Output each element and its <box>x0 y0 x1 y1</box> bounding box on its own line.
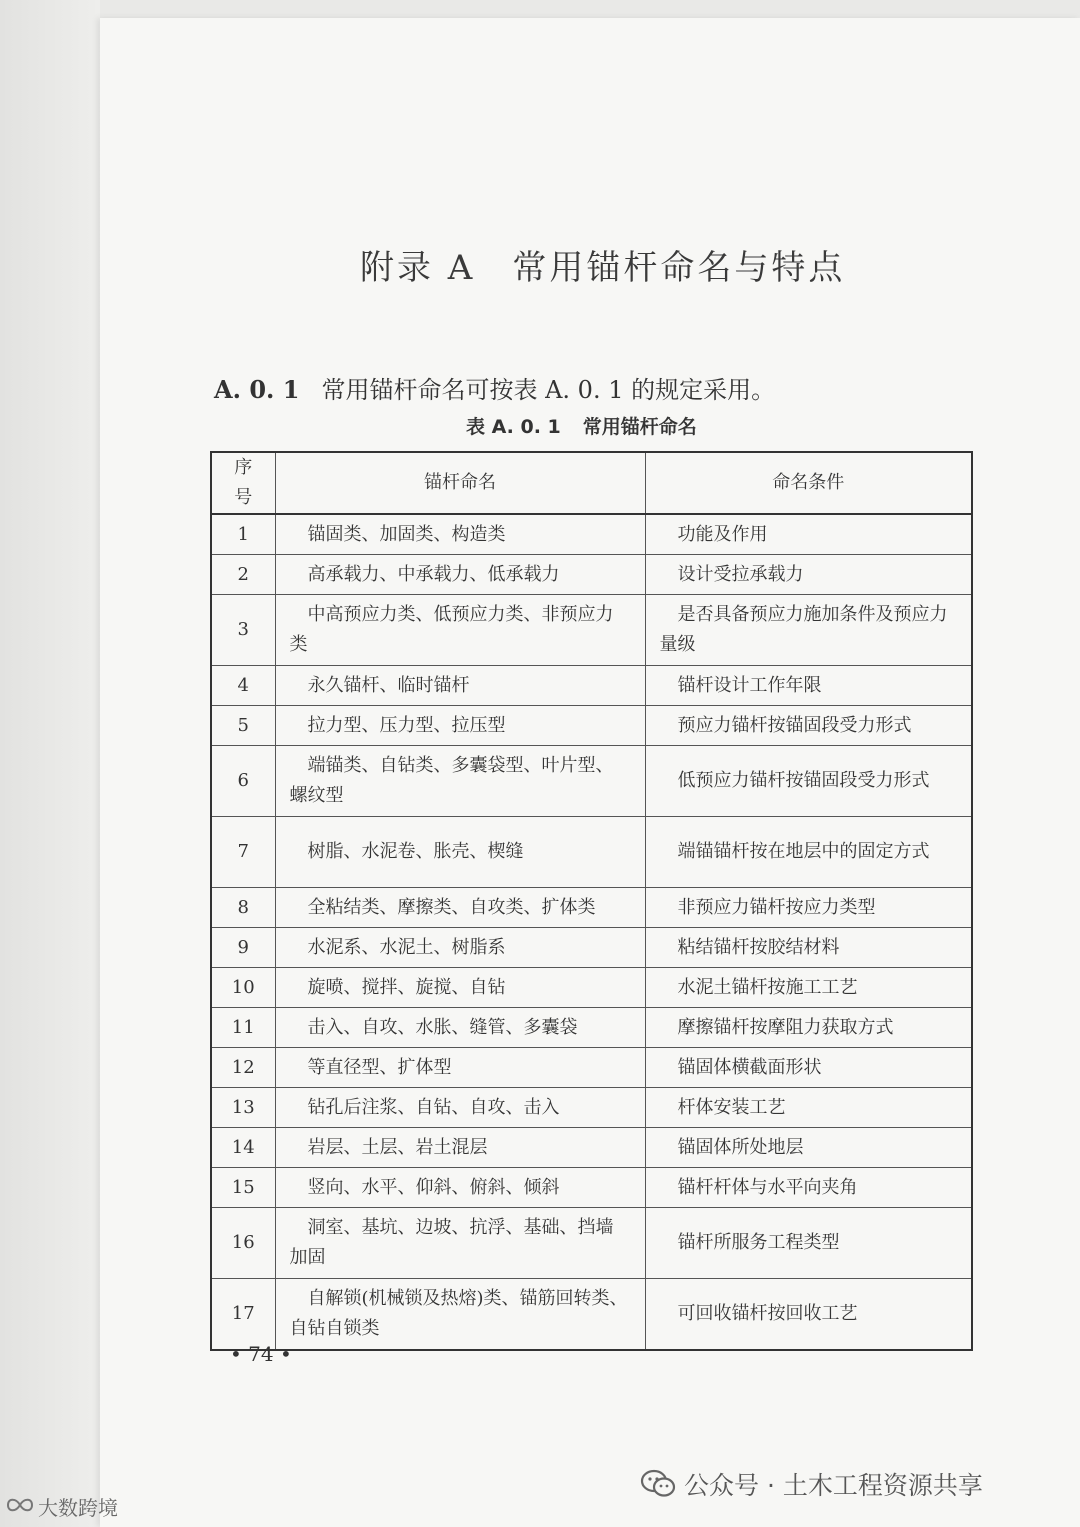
cell-cond: 锚固体所处地层 <box>645 1128 972 1168</box>
cell-cond: 端锚锚杆按在地层中的固定方式 <box>645 817 972 888</box>
cell-seq: 3 <box>211 595 275 666</box>
header-name: 锚杆命名 <box>275 452 645 514</box>
table-row <box>211 1279 972 1351</box>
watermark-text: 公众号 · 土木工程资源共享 <box>684 1471 983 1500</box>
table-row <box>211 928 972 968</box>
cell-cond: 功能及作用 <box>645 514 972 555</box>
table-row <box>211 817 972 888</box>
table-row <box>211 555 972 595</box>
header-condition: 命名条件 <box>645 452 972 514</box>
table-caption <box>466 412 697 439</box>
cell-name: 端锚类、自钻类、多囊袋型、叶片型、螺纹型 <box>275 746 645 817</box>
cell-seq: 15 <box>211 1168 275 1208</box>
table-row <box>211 595 972 666</box>
table-row <box>211 1088 972 1128</box>
infinity-logo-icon <box>6 1495 34 1519</box>
clause-text: 常用锚杆命名可按表 A. 0. 1 的规定采用。 <box>321 376 776 404</box>
cell-cond: 非预应力锚杆按应力类型 <box>645 888 972 928</box>
cell-name: 永久锚杆、临时锚杆 <box>275 666 645 706</box>
cell-seq: 4 <box>211 666 275 706</box>
page-number: • 74 • <box>230 1342 292 1366</box>
cell-name: 拉力型、压力型、拉压型 <box>275 706 645 746</box>
cell-seq: 16 <box>211 1208 275 1279</box>
cell-cond: 是否具备预应力施加条件及预应力量级 <box>645 595 972 666</box>
cell-name: 岩层、土层、岩土混层 <box>275 1128 645 1168</box>
cell-name: 等直径型、扩体型 <box>275 1048 645 1088</box>
table-row <box>211 888 972 928</box>
cell-seq: 8 <box>211 888 275 928</box>
cell-name: 钻孔后注浆、自钻、自攻、击入 <box>275 1088 645 1128</box>
clause-paragraph <box>214 370 775 405</box>
table-row <box>211 1008 972 1048</box>
table-row <box>211 1168 972 1208</box>
wechat-icon <box>640 1469 676 1499</box>
cell-name: 洞室、基坑、边坡、抗浮、基础、挡墙加固 <box>275 1208 645 1279</box>
cell-seq: 13 <box>211 1088 275 1128</box>
table-row <box>211 666 972 706</box>
cell-name: 树脂、水泥卷、胀壳、楔缝 <box>275 817 645 888</box>
header-seq: 序号 <box>211 452 275 514</box>
cell-seq: 10 <box>211 968 275 1008</box>
table-caption-number: 表 A. 0. 1 <box>466 416 561 438</box>
cell-cond: 锚杆所服务工程类型 <box>645 1208 972 1279</box>
table-row <box>211 1048 972 1088</box>
cell-seq: 2 <box>211 555 275 595</box>
cell-name: 自解锁(机械锁及热熔)类、锚筋回转类、自钻自锁类 <box>275 1279 645 1351</box>
cell-cond: 低预应力锚杆按锚固段受力形式 <box>645 746 972 817</box>
cell-name: 击入、自攻、水胀、缝管、多囊袋 <box>275 1008 645 1048</box>
table-row <box>211 514 972 555</box>
cell-cond: 锚固体横截面形状 <box>645 1048 972 1088</box>
cell-cond: 锚杆设计工作年限 <box>645 666 972 706</box>
cell-name: 锚固类、加固类、构造类 <box>275 514 645 555</box>
cell-name: 旋喷、搅拌、旋搅、自钻 <box>275 968 645 1008</box>
watermark <box>640 1466 983 1502</box>
cell-seq: 1 <box>211 514 275 555</box>
cell-cond: 摩擦锚杆按摩阻力获取方式 <box>645 1008 972 1048</box>
book-spine <box>0 0 100 1527</box>
cell-name: 中高预应力类、低预应力类、非预应力类 <box>275 595 645 666</box>
cell-seq: 5 <box>211 706 275 746</box>
table-row <box>211 968 972 1008</box>
appendix-title: 附录 A 常用锚杆命名与特点 <box>360 248 846 288</box>
clause-number: A. 0. 1 <box>214 375 300 404</box>
table-row <box>211 706 972 746</box>
cell-cond: 粘结锚杆按胶结材料 <box>645 928 972 968</box>
table-header-row <box>211 452 972 514</box>
cell-cond: 锚杆杆体与水平向夹角 <box>645 1168 972 1208</box>
cell-cond: 水泥土锚杆按施工工艺 <box>645 968 972 1008</box>
table-caption-text: 常用锚杆命名 <box>582 416 697 438</box>
cell-seq: 14 <box>211 1128 275 1168</box>
cell-cond: 设计受拉承载力 <box>645 555 972 595</box>
anchor-naming-table <box>210 451 973 1351</box>
cell-seq: 9 <box>211 928 275 968</box>
cell-seq: 11 <box>211 1008 275 1048</box>
cell-cond: 预应力锚杆按锚固段受力形式 <box>645 706 972 746</box>
cell-name: 全粘结类、摩擦类、自攻类、扩体类 <box>275 888 645 928</box>
cell-seq: 12 <box>211 1048 275 1088</box>
corner-mark-text: 大数跨境 <box>38 1496 118 1520</box>
table-row <box>211 1208 972 1279</box>
table-row <box>211 1128 972 1168</box>
cell-seq: 6 <box>211 746 275 817</box>
cell-seq: 7 <box>211 817 275 888</box>
table-row <box>211 746 972 817</box>
cell-name: 高承载力、中承载力、低承载力 <box>275 555 645 595</box>
cell-name: 水泥系、水泥土、树脂系 <box>275 928 645 968</box>
cell-seq: 17 <box>211 1279 275 1351</box>
cell-name: 竖向、水平、仰斜、俯斜、倾斜 <box>275 1168 645 1208</box>
cell-cond: 可回收锚杆按回收工艺 <box>645 1279 972 1351</box>
corner-mark <box>6 1492 118 1521</box>
cell-cond: 杆体安装工艺 <box>645 1088 972 1128</box>
